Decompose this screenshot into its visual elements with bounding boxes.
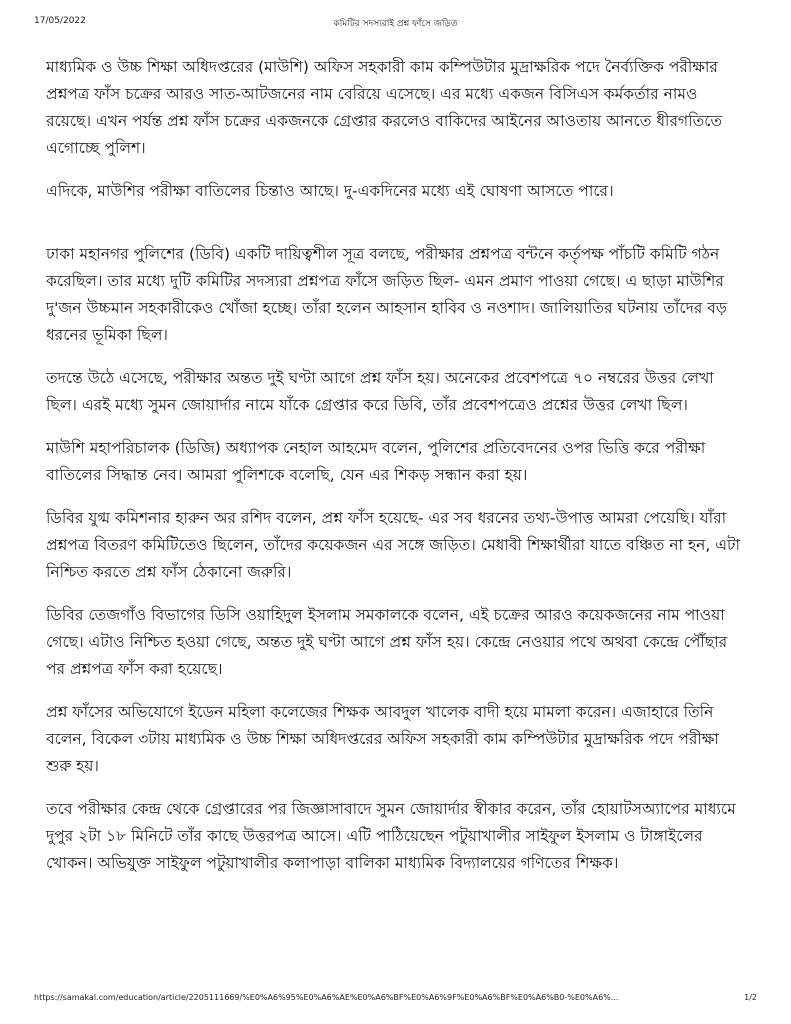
print-footer	[34, 993, 757, 1007]
paragraph: প্রশ্ন ফাঁসের অভিযোগে ইডেন মহিলা কলেজের শিক্ষক আবদুল খালেক বাদী হয়ে মামলা করেন। এজাহারে তিনি বলেন, বিকেল ৩টায় মাধ্যমিক ও উচ্চ শিক্ষা অধিদপ্তরের অফিস সহকারী কাম কম্পিউটার মুদ্রাক্ষরিক পদে পরীক্ষা শুরু হয়।	[46, 703, 719, 775]
paragraph: ডিবির তেজগাঁও বিভাগের ডিসি ওয়াহিদুল ইসলাম সমকালকে বলেন, এই চক্রের আরও কয়েকজনের নাম পাওয়া গেছে। এটাও নিশ্চিত হওয়া গেছে, অন্তত দুই ঘণ্টা আগে প্রশ্ন ফাঁস হয়। কেন্দ্রে নেওয়ার পথে অথবা কেন্দ্রে পৌঁছার পর প্রশ্নপত্র ফাঁস করা হয়েছে।	[46, 606, 728, 678]
paragraph: তদন্তে উঠে এসেছে, পরীক্ষার অন্তত দুই ঘণ্টা আগে প্রশ্ন ফাঁস হয়। অনেকের প্রবেশপত্রে ৭০ নম্বরের উত্তর লেখা ছিল। এরই মধ্যে সুমন জোয়ার্দার নামে যাঁকে গ্রেপ্তার করে ডিবি, তাঁর প্রবেশপত্রেও প্রশ্নের উত্তর লেখা ছিল।	[46, 369, 714, 414]
paragraph: মাউশি মহাপরিচালক (ডিজি) অধ্যাপক নেহাল আহমেদ বলেন, পুলিশের প্রতিবেদনের ওপর ভিত্তি করে পরীক্ষা বাতিলের সিদ্ধান্ত নেব। আমরা পুলিশকে বলেছি, যেন এর শিকড় সন্ধান করা হয়।	[46, 439, 706, 484]
article-body	[46, 54, 746, 893]
paragraph: তবে পরীক্ষার কেন্দ্র থেকে গ্রেপ্তারের পর জিজ্ঞাসাবাদে সুমন জোয়ার্দার স্বীকার করেন, তাঁর হোয়াটসঅ্যাপের মাধ্যমে দুপুর ২টা ১৮ মিনিটে তাঁর কাছে উত্তরপত্র আসে। এটি পাঠিয়েছেন পটুয়াখালীর সাইফুল ইসলাম ও টাঙ্গাইলের খোকন। অভিযুক্ত সাইফুল পটুয়াখালীর কলাপাড়া বালিকা মাধ্যমিক বিদ্যালয়ের গণিতের শিক্ষক।	[46, 800, 736, 872]
paragraph: এদিকে, মাউশির পরীক্ষা বাতিলের চিন্তাও আছে। দু-একদিনের মধ্যে এই ঘোষণা আসতে পারে।	[46, 182, 614, 200]
print-header	[34, 16, 757, 32]
paragraph: ঢাকা মহানগর পুলিশের (ডিবি) একটি দায়িত্বশীল সূত্র বলছে, পরীক্ষার প্রশ্নপত্র বন্টনে কর্তৃপক্ষ পাঁচটি কমিটি গঠন করেছিল। তার মধ্যে দুটি কমিটির সদস্যরা প্রশ্নপত্র ফাঁসে জড়িত ছিল- এমন প্রমাণ পাওয়া গেছে। এ ছাড়া মাউশির দু'জন উচ্চমান সহকারীকেও খোঁজা হচ্ছে। তাঁরা হলেন আহসান হাবিব ও নওশাদ। জালিয়াতির ঘটনায় তাঁদের বড় ধরনের ভূমিকা ছিল।	[46, 245, 727, 344]
page-title: কমিটির সদস্যরাই প্রশ্ন ফাঁসে জড়িত	[333, 19, 458, 29]
source-url[interactable]: https://samakal.com/education/article/2205111669/%E0%A6%95%E0%A6%AE%E0%A6%BF%E0%A6%9F%E0%A6%BF%E0%A6%B0-%E0%A6%...	[34, 993, 619, 1002]
page-number: 1/2	[744, 993, 757, 1002]
paragraph: মাধ্যমিক ও উচ্চ শিক্ষা অধিদপ্তরের (মাউশি) অফিস সহকারী কাম কম্পিউটার মুদ্রাক্ষরিক পদে নৈর্ব্যক্তিক পরীক্ষার প্রশ্নপত্র ফাঁস চক্রের আরও সাত-আটজনের নাম বেরিয়ে এসেছে। এর মধ্যে একজন বিসিএস কর্মকর্তার নামও রয়েছে। এখন পর্যন্ত প্রশ্ন ফাঁস চক্রের একজনকে গ্রেপ্তার করলেও বাকিদের আইনের আওতায় আনতে ধীরগতিতে এগোচ্ছে পুলিশ।	[46, 58, 723, 157]
print-date: 17/05/2022	[34, 16, 86, 26]
paragraph: ডিবির যুগ্ম কমিশনার হারুন অর রশিদ বলেন, প্রশ্ন ফাঁস হয়েছে- এর সব ধরনের তথ্য-উপাত্ত আমরা পেয়েছি। যাঁরা প্রশ্নপত্র বিতরণ কমিটিতেও ছিলেন, তাঁদের কয়েকজন এর সঙ্গে জড়িত। মেধাবী শিক্ষার্থীরা যাতে বঞ্চিত না হন, এটা নিশ্চিত করতে প্রশ্ন ফাঁস ঠেকানো জরুরি।	[46, 509, 740, 581]
